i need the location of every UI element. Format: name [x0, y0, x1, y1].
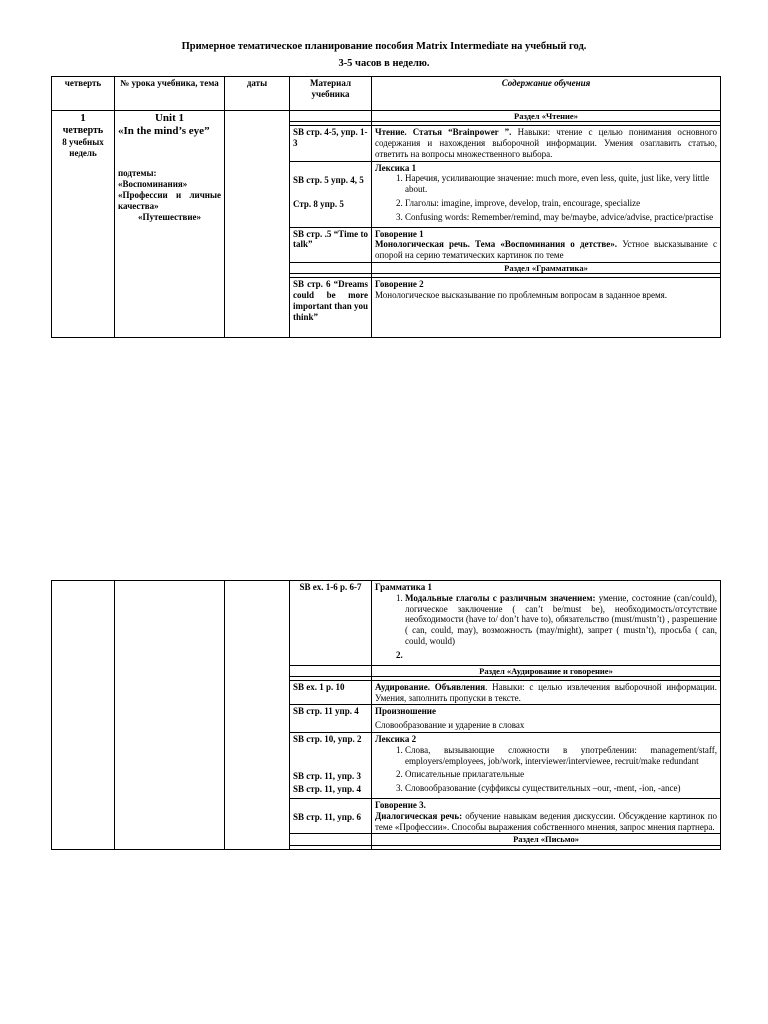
section-grammar: Раздел «Грамматика» — [372, 262, 721, 273]
speaking3-material — [290, 798, 372, 833]
pron-material: SB стр. 11 упр. 4 — [290, 705, 372, 733]
reading-content — [372, 126, 721, 161]
empty-cell — [290, 111, 372, 122]
section-row-reading — [52, 111, 721, 122]
listening-material: SB ex. 1 p. 10 — [290, 680, 372, 705]
speaking3-title: Говорение 3. — [375, 799, 426, 810]
dates-cell-cont — [225, 581, 290, 850]
speaking3-content — [372, 798, 721, 833]
list-item: 2. Описательные прилагательные — [405, 769, 717, 780]
speaking1-content — [372, 227, 721, 262]
lexis2-list — [375, 745, 717, 794]
speaking2-material: SB стр. 6 “Dreams could be more important than you think” — [290, 278, 372, 338]
speaking3-text: обучение навыкам ведения дискуссии. Обсуждение картинок по теме «Профессии». Способы выражения собственного мнения, запрос мнения партнера. — [375, 810, 718, 832]
lexis1-list — [375, 173, 717, 222]
quarter-weeks: 8 учебных недель — [62, 137, 104, 158]
subtopics-label: подтемы: — [118, 168, 157, 179]
listening-title: Аудирование. Объявления — [375, 681, 486, 692]
grammar-item-text: умение, состояние (can/could), логическое заключение ( can’t be/must be), необходимость/отсутствие необходимости (have to/ don’t have to), обязательство (must/mustn’t) , разрешение ( can, could, may), возможность (may/might), запрет ( mustn’t), просьба ( can, could, would) — [405, 592, 717, 646]
unit-title: «In the mind’s eye” — [118, 125, 210, 138]
grammar-item-bold: Модальные глаголы с различным значением: — [405, 592, 596, 603]
section-writing: Раздел «Письмо» — [372, 834, 721, 845]
empty-cell — [290, 834, 372, 845]
speaking1-subtitle: Монологическая речь. Тема «Воспоминания о детстве». — [375, 239, 618, 250]
list-item: 3. Словообразование (суффиксы существительных –our, -ment, -ion, -ance) — [405, 783, 717, 794]
document-subtitle: 3-5 часов в неделю. — [338, 58, 430, 69]
header-lesson: № урока учебника, тема — [115, 77, 225, 111]
lexis2-material-c: SB стр. 11, упр. 4 — [293, 783, 361, 794]
quarter-label: четверть — [62, 125, 104, 137]
lexis1-material — [290, 161, 372, 227]
empty-cell — [290, 665, 372, 676]
quarter-number: 1 — [80, 112, 86, 124]
grammar-material: SB ex. 1-6 p. 6-7 — [290, 581, 372, 666]
dates-cell — [225, 111, 290, 338]
lexis2-content — [372, 732, 721, 798]
lexis1-title: Лексика 1 — [375, 162, 417, 173]
grammar-list — [375, 593, 717, 661]
list-item — [405, 650, 717, 661]
unit-name: Unit 1 — [154, 112, 185, 124]
quarter-cell — [52, 111, 115, 338]
pron-content — [372, 705, 721, 733]
document-title: Примерное тематическое планирование пособия Matrix Intermediate на учебный год. — [181, 41, 587, 52]
planning-table-page1 — [51, 76, 721, 338]
reading-text: Навыки: чтение с целью понимания основного содержания и нахождения выборочной информации. Умения озаглавить статью, ответить на вопросы множественного выбора. — [375, 127, 718, 159]
unit-cell-cont — [115, 581, 225, 850]
lexis2-material-a: SB стр. 10, упр. 2 — [293, 733, 362, 744]
subtopic-travel: «Путешествие» — [137, 211, 202, 222]
lexis1-material-a: SB стр. 5 упр. 4, 5 — [293, 174, 364, 185]
subtopic-memories: «Воспоминания» — [118, 179, 188, 190]
lexis2-material-b: SB стр. 11, упр. 3 — [293, 770, 361, 781]
speaking2-text: Монологическое высказывание по проблемным вопросам в заданное время. — [375, 289, 668, 300]
section-reading: Раздел «Чтение» — [372, 111, 721, 122]
speaking2-title: Говорение 2 — [375, 279, 424, 290]
speaking2-content — [372, 278, 721, 338]
header-content: Содержание обучения — [372, 77, 721, 111]
header-material: Материал учебника — [290, 77, 372, 111]
list-item: 1. Наречия, усиливающие значение: much more, even less, quite, just like, very little about. — [405, 173, 717, 195]
grammar-content — [372, 581, 721, 666]
list-item — [405, 593, 717, 647]
pron-text: Словообразование и ударение в словах — [375, 720, 525, 731]
section-listening: Раздел «Аудирование и говорение» — [372, 665, 721, 676]
unit-cell — [115, 111, 225, 338]
reading-title: Чтение. Статья “Brainpower ”. — [375, 127, 512, 138]
speaking1-title: Говорение 1 — [375, 228, 424, 239]
listening-text: . Навыки: с целью извлечения выборочной информации. Умения, заполнить пропуски в тексте. — [375, 681, 717, 703]
lexis1-material-b: Стр. 8 упр. 5 — [293, 199, 344, 210]
reading-material: SB стр. 4-5, упр. 1-3 — [290, 126, 372, 161]
header-quarter: четверть — [52, 77, 115, 111]
grammar-row — [52, 581, 721, 666]
lexis2-title: Лексика 2 — [375, 733, 417, 744]
grammar-title: Грамматика 1 — [375, 582, 433, 592]
speaking3-material-text: SB стр. 11, упр. 6 — [293, 811, 361, 822]
planning-table-page2 — [51, 580, 721, 850]
table-header-row — [52, 77, 721, 111]
pron-title: Произношение — [375, 706, 436, 717]
speaking1-material: SB стр. .5 “Time to talk” — [290, 227, 372, 262]
list-item: 2. Глаголы: imagine, improve, develop, train, encourage, specialize — [405, 198, 717, 209]
empty-cell — [290, 262, 372, 273]
speaking3-subtitle: Диалогическая речь: — [375, 810, 463, 821]
listening-content — [372, 680, 721, 705]
subtopic-professions: «Профессии и личные качества» — [118, 189, 221, 211]
header-dates: даты — [225, 77, 290, 111]
lexis2-material — [290, 732, 372, 798]
quarter-cell-cont — [52, 581, 115, 850]
speaking1-text: Устное высказывание с опорой на серию тематических картинок по теме — [375, 239, 718, 261]
lexis1-content — [372, 161, 721, 227]
list-item: 3. Confusing words: Remember/remind, may be/maybe, advice/advise, practice/practise — [405, 212, 717, 223]
list-item: 1. Слова, вызывающие сложности в употреблении: management/staff, employers/employees, job/work, interviewer/interviewee, recruit/make redundant — [405, 745, 717, 767]
